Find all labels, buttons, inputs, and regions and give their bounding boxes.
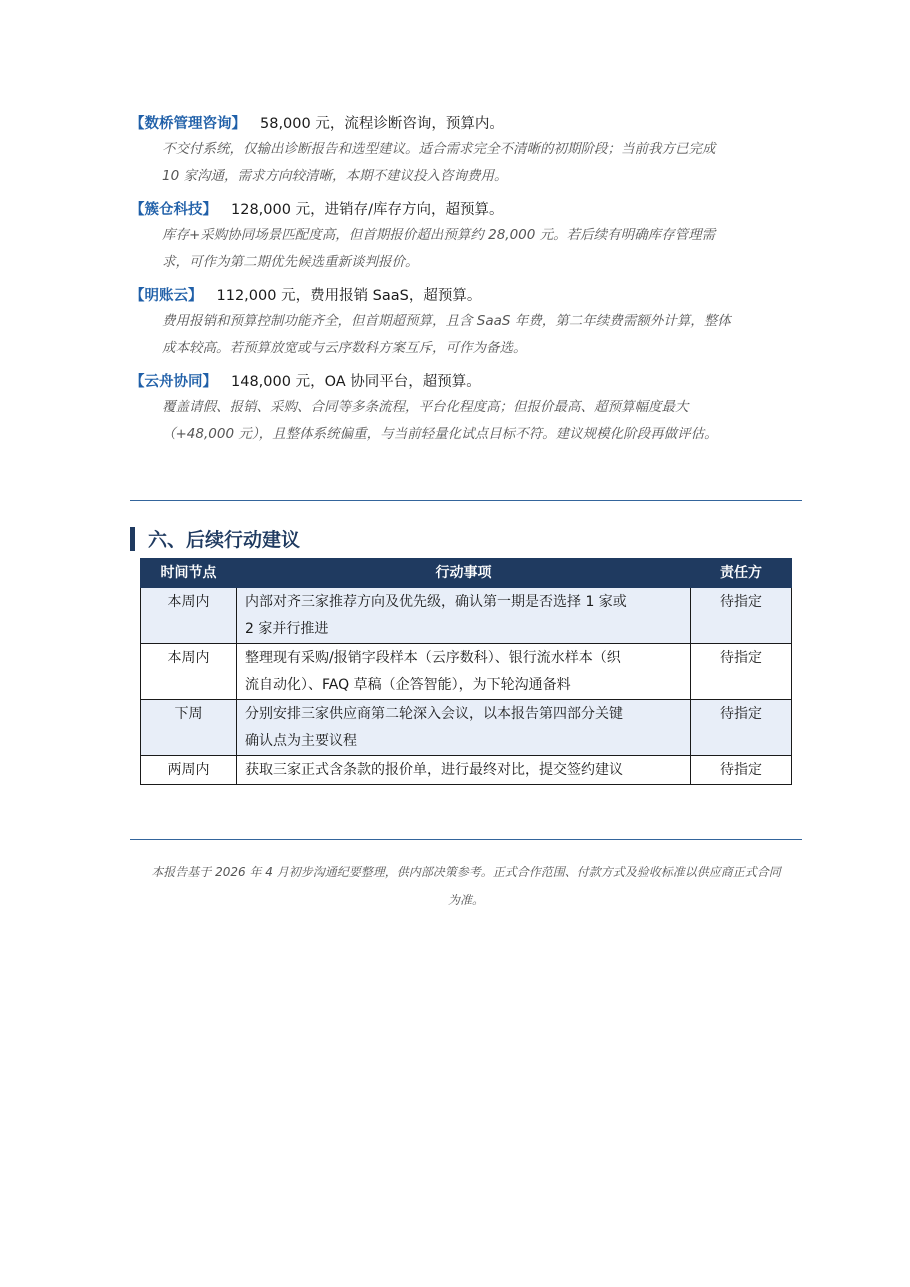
vendor-summary: 112,000 元，费用报销 SaaS，超预算。 [216,288,482,304]
cell-time: 下周 [141,700,237,756]
vendor-heading [130,198,802,222]
vendor-name: 【簇仓科技】 [130,202,217,218]
vendor-description-line: 10 家沟通，需求方向较清晰，本期不建议投入咨询费用。 [162,168,508,184]
cell-action-line: 确认点为主要议程 [245,733,357,749]
cell-action [237,756,691,785]
action-table [140,558,792,785]
footer-divider [130,839,802,840]
cell-action-line: 获取三家正式含条款的报价单，进行最终对比，提交签约建议 [245,762,623,778]
vendor-description-line: 覆盖请假、报销、采购、合同等多条流程，平台化程度高；但报价最高、超预算幅度最大 [162,399,689,415]
vendor-description-line: 成本较高。若预算放宽或与云序数科方案互斥，可作为备选。 [162,340,527,356]
vendor-summary: 58,000 元，流程诊断咨询，预算内。 [260,116,504,132]
vendor-name: 【云舟协同】 [130,374,217,390]
vendor-heading [130,284,802,308]
cell-action-line: 流自动化）、FAQ 草稿（企答智能），为下轮沟通备料 [245,677,571,693]
table-row [141,756,792,785]
cell-action-line: 内部对齐三家推荐方向及优先级，确认第一期是否选择 1 家或 [245,594,627,610]
column-header-action: 行动事项 [237,559,691,588]
vendor-item [130,370,802,448]
vendor-item [130,284,802,362]
vendor-description-line: 库存+采购协同场景匹配度高，但首期报价超出预算约 28,000 元。若后续有明确库存管理需 [162,227,716,243]
cell-owner: 待指定 [691,644,792,700]
vendor-item [130,198,802,276]
cell-time: 本周内 [141,644,237,700]
section-divider [130,500,802,501]
cell-owner: 待指定 [691,756,792,785]
column-header-time: 时间节点 [141,559,237,588]
vendor-item [130,112,802,190]
section-heading-text: 六、后续行动建议 [148,529,301,551]
vendor-heading [130,370,802,394]
vendor-list [130,112,802,456]
vendor-description [162,136,802,190]
cell-action-line: 分别安排三家供应商第二轮深入会议，以本报告第四部分关键 [245,706,623,722]
table-row [141,700,792,756]
section-heading [130,526,300,551]
cell-owner: 待指定 [691,588,792,644]
vendor-name: 【数桥管理咨询】 [130,116,246,132]
table-row [141,588,792,644]
vendor-description [162,308,802,362]
column-header-owner: 责任方 [691,559,792,588]
vendor-heading [130,112,802,136]
table-row [141,644,792,700]
vendor-summary: 148,000 元，OA 协同平台，超预算。 [231,374,481,390]
cell-action [237,644,691,700]
footer-note-line: 本报告基于 2026 年 4 月初步沟通纪要整理，供内部决策参考。正式合作范围、付款方式及验收标准以供应商正式合同 [151,865,781,879]
vendor-summary: 128,000 元，进销存/库存方向，超预算。 [231,202,504,218]
vendor-description-line: 不交付系统，仅输出诊断报告和选型建议。适合需求完全不清晰的初期阶段；当前我方已完成 [162,141,716,157]
vendor-description [162,394,802,448]
cell-time: 本周内 [141,588,237,644]
cell-action [237,588,691,644]
cell-action [237,700,691,756]
cell-owner: 待指定 [691,700,792,756]
cell-action-line: 整理现有采购/报销字段样本（云序数科）、银行流水样本（织 [245,650,621,666]
footer-note-line: 为准。 [447,893,484,907]
footer-note [128,858,804,914]
section-heading-bar [130,527,135,551]
cell-action-line: 2 家并行推进 [245,621,329,637]
vendor-description-line: （+48,000 元），且整体系统偏重，与当前轻量化试点目标不符。建议规模化阶段再做评估。 [162,426,718,442]
vendor-description-line: 求，可作为第二期优先候选重新谈判报价。 [162,254,419,270]
vendor-description [162,222,802,276]
vendor-description-line: 费用报销和预算控制功能齐全，但首期超预算，且含 SaaS 年费，第二年续费需额外计算，整体 [162,313,731,329]
table-header-row [141,559,792,588]
cell-time: 两周内 [141,756,237,785]
vendor-name: 【明账云】 [130,288,203,304]
